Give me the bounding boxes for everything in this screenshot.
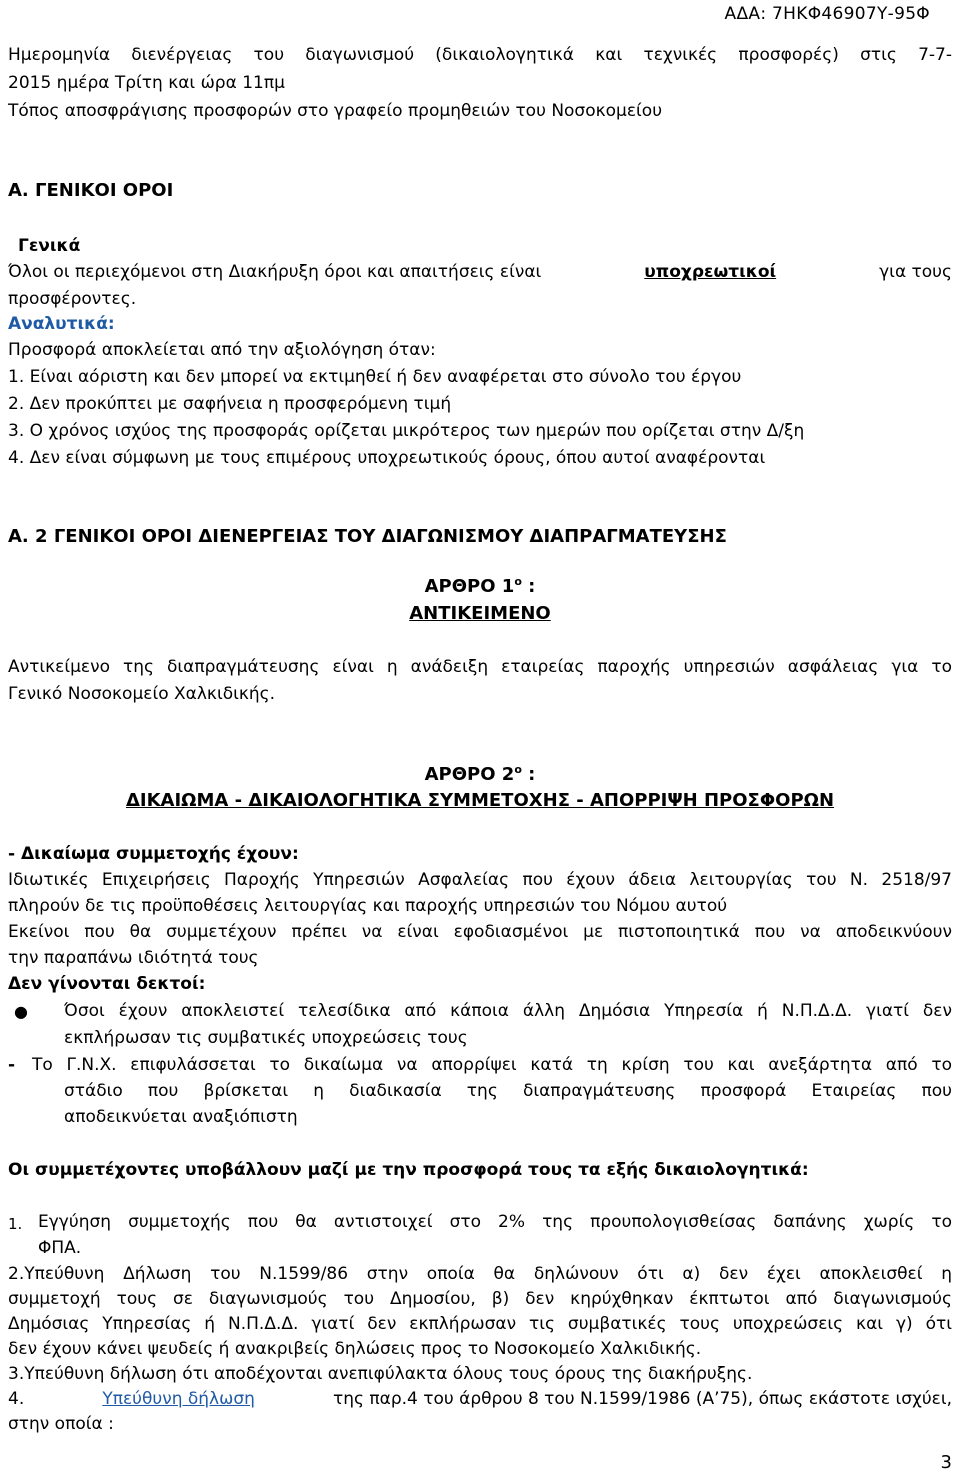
doc-1-text-line-2: ΦΠΑ. xyxy=(38,1238,82,1258)
not-accepted-label: Δεν γίνονται δεκτοί: xyxy=(8,974,206,994)
bullet-icon: ● xyxy=(14,1002,28,1021)
page-number: 3 xyxy=(940,1452,952,1473)
general-text-start: Όλοι οι περιεχόμενοι στη Διακήρυξη όροι και απαιτήσεις είναι xyxy=(8,262,542,282)
exclusion-item-1: 1. Είναι αόριστη και δεν μπορεί να εκτιμηθεί ή δεν αναφέρεται στο σύνολο του έργου xyxy=(8,367,742,387)
ada-code: ΑΔΑ: 7ΗΚΦ46907Υ-95Φ xyxy=(724,4,930,24)
documents-label: Οι συμμετέχοντες υποβάλλουν μαζί με την προσφορά τους τα εξής δικαιολογητικά: xyxy=(8,1160,809,1180)
intro-line-3: Τόπος αποσφράγισης προσφορών στο γραφείο προμηθειών του Νοσοκομείου xyxy=(8,101,663,121)
participation-text-line-2: πληρούν δε τις προϋποθέσεις λειτουργίας και παροχής υπηρεσιών του Νόμου αυτού xyxy=(8,896,728,916)
gnx-text-line-3: αποδεικνύεται αναξιόπιστη xyxy=(64,1107,298,1127)
exclusion-item-3: 3. Ο χρόνος ισχύος της προσφοράς ορίζεται μικρότερος των ημερών που ορίζεται στην Δ/ξη xyxy=(8,421,805,441)
gnx-text-line-1: Το Γ.Ν.Χ. επιφυλάσσεται το δικαίωμα να απορρίψει κατά τη κρίση του και ανεξάρτητα από το xyxy=(32,1055,952,1075)
doc-1-text-line-1: Εγγύηση συμμετοχής που θα αντιστοιχεί στο 2% της προυπολογισθείσας δαπάνης χωρίς το xyxy=(38,1212,952,1232)
responsible-declaration-link[interactable]: Υπεύθυνη δήλωση xyxy=(102,1389,255,1409)
general-label: Γενικά xyxy=(18,236,81,256)
article-1-text-line-2: Γενικό Νοσοκομείο Χαλκιδικής. xyxy=(8,684,276,704)
doc-1-number: 1. xyxy=(8,1215,23,1233)
mandatory-emphasis: υποχρεωτικοί xyxy=(644,262,777,282)
doc-3-text: 3.Υπεύθυνη δήλωση ότι αποδέχονται ανεπιφύλακτα όλους τους όρους της διακήρυξης. xyxy=(8,1364,753,1384)
intro-line-1: Ημερομηνία διενέργειας του διαγωνισμού (δικαιολογητικά και τεχνικές προσφορές) στις 7-7- xyxy=(8,45,952,65)
exclusion-item-2: 2. Δεν προκύπτει με σαφήνεια η προσφερόμενη τιμή xyxy=(8,394,452,414)
detailed-label: Αναλυτικά: xyxy=(8,314,115,334)
doc-2-text-line-1: 2.Υπεύθυνη Δήλωση του Ν.1599/86 στην οποία θα δηλώνουν ότι α) δεν έχει αποκλεισθεί η xyxy=(8,1264,952,1284)
article-2-subtitle: ΔΙΚΑΙΩΜΑ - ΔΙΚΑΙΟΛΟΓΗΤΙΚΑ ΣΥΜΜΕΤΟΧΗΣ - ΑΠΟΡΡΙΨΗ ΠΡΟΣΦΟΡΩΝ xyxy=(125,790,835,811)
bullet-text-line-2: εκπλήρωσαν τις συμβατικές υποχρεώσεις τους xyxy=(64,1028,468,1048)
participation-text-line-3: Εκείνοι που θα συμμετέχουν πρέπει να είναι εφοδιασμένοι με πιστοποιητικά που να αποδεικνύουν xyxy=(8,922,952,942)
gnx-dash: - xyxy=(8,1055,16,1075)
doc-4-number: 4. xyxy=(8,1389,25,1409)
article-1-text-line-1: Αντικείμενο της διαπραγμάτευσης είναι η ανάδειξη εταιρείας παροχής υπηρεσιών ασφάλειας για το xyxy=(8,657,952,677)
doc-4-rest: της παρ.4 του άρθρου 8 του Ν.1599/1986 (Α’75), όπως εκάστοτε ισχύει, xyxy=(333,1389,952,1409)
excluded-intro: Προσφορά αποκλείεται από την αξιολόγηση όταν: xyxy=(8,340,436,360)
general-text-line-1 xyxy=(8,262,952,282)
participation-text-line-1: Ιδιωτικές Επιχειρήσεις Παροχής Υπηρεσιών Ασφαλείας που έχουν άδεια λειτουργίας του Ν. 2518/97 xyxy=(8,870,952,890)
general-text-line-2: προσφέροντες. xyxy=(8,289,137,309)
section-a-heading: Α. ΓΕΝΙΚΟΙ ΟΡΟΙ xyxy=(8,180,174,201)
article-1-title: ΑΡΘΡΟ $1^o$ : xyxy=(424,575,536,597)
doc-4-text-line-1 xyxy=(8,1389,952,1409)
general-text-end: για τους xyxy=(879,262,952,282)
section-a2-heading: Α. 2 ΓΕΝΙΚΟΙ ΟΡΟΙ ΔΙΕΝΕΡΓΕΙΑΣ ΤΟΥ ΔΙΑΓΩΝΙΣΜΟΥ ΔΙΑΠΡΑΓΜΑΤΕΥΣΗΣ xyxy=(8,526,727,547)
doc-4-text-line-2: στην οποία : xyxy=(8,1414,114,1434)
participation-right-label: - Δικαίωμα συμμετοχής έχουν: xyxy=(8,844,299,864)
exclusion-item-4: 4. Δεν είναι σύμφωνη με τους επιμέρους υποχρεωτικούς όρους, όπου αυτοί αναφέρονται xyxy=(8,448,766,468)
bullet-text-line-1: Όσοι έχουν αποκλειστεί τελεσίδικα από κάποια άλλη Δημόσια Υπηρεσία ή Ν.Π.Δ.Δ. γιατί δεν xyxy=(64,1001,952,1021)
article-1-subtitle: ΑΝΤΙΚΕΙΜΕΝΟ xyxy=(409,603,551,624)
doc-2-text-line-4: δεν έχουν κάνει ψευδείς ή ανακριβείς δηλώσεις προς το Νοσοκομείο Χαλκιδικής. xyxy=(8,1339,702,1359)
doc-2-text-line-3: Δημόσιας Υπηρεσίας ή Ν.Π.Δ.Δ. γιατί δεν εκπλήρωσαν τις συμβατικές τους υποχρεώσεις και γ) ότι xyxy=(8,1314,952,1334)
doc-2-text-line-2: συμμετοχή τους σε διαγωνισμούς του Δημοσίου, β) δεν κηρύχθηκαν έκπτωτοι από διαγωνισμούς xyxy=(8,1289,952,1309)
intro-line-2: 2015 ημέρα Τρίτη και ώρα 11πμ xyxy=(8,73,285,93)
gnx-text-line-2: στάδιο που βρίσκεται η διαδικασία της διαπραγμάτευσης προσφορά Εταιρείας που xyxy=(64,1081,952,1101)
article-2-title: ΑΡΘΡΟ $2^o$ : xyxy=(424,763,536,785)
participation-text-line-4: την παραπάνω ιδιότητά τους xyxy=(8,948,259,968)
